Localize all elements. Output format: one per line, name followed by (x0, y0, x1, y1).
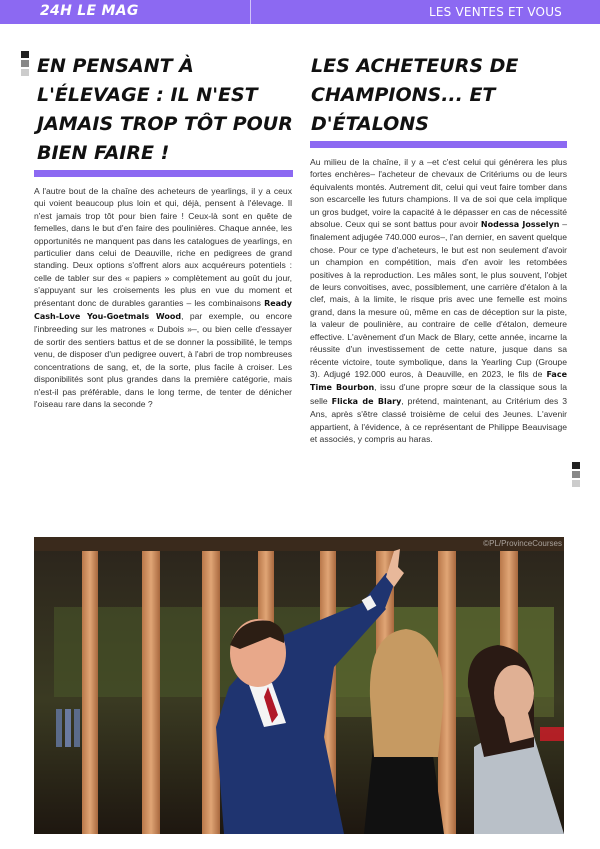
left-article-body: A l'autre bout de la chaîne des acheteurs de yearlings, il y a ceux qui voient beaucoup plus loin et qui, déjà, pensent à l'élevage. Il n'est jamais trop tôt pour bien faire ! Ceux-là sont en quête de femelles, dans le but d'en faire des poulinières. Chaque année, les opportunités ne manquent pas dans les catalogues de yearlings, en particulier dans celui de Deauville, riche en pedigrees de grand standing. Deux options s'offrent alors aux acquéreurs potentiels : celle de tabler sur des « papiers » complètement au goût du jour, s'appuyant sur les croisements les plus en vue du moment et présentant donc de durables garanties – les combinaisons Ready Cash-Love You-Goetmals Wood, par exemple, ou encore l'inbreeding sur les matrones « Dubois »–, ou bien celle d'essayer de sortir des sentiers battus et de se donner la possibilité, le temps venu, de disposer d'un pedigree ouvert, à l'abri de trop nombreuses concentrations de sang, et, de la sorte, plus facile à croiser. Les disponibilités sont plus grandes dans la première catégorie, mais n'est-il pas préférable, dans le long terme, de tenter de dénicher l'oiseau rare dans la seconde ? (34, 186, 292, 409)
photo-credit: ©PL/ProvinceCourses (483, 539, 562, 548)
magazine-header-bar (0, 0, 600, 24)
left-title-rule (34, 170, 293, 177)
bold-horse-names: Ready Cash-Love You-Goetmals Wood (34, 298, 292, 322)
header-divider (250, 0, 251, 24)
right-title-rule (310, 141, 567, 148)
bold-horse-name-1: Nodessa Josselyn (480, 220, 560, 230)
left-article-title: EN PENSANT À L'ÉLEVAGE : IL N'EST JAMAIS TROP TÔT POUR BIEN FAIRE ! (37, 55, 293, 164)
auction-photo (34, 537, 564, 834)
section-name: LES VENTES ET VOUS (429, 5, 562, 19)
right-article-title: LES ACHETEURS DE CHAMPIONS... ET D'ÉTALONS (311, 55, 519, 135)
bold-horse-name-3: Flicka de Blary (331, 396, 402, 406)
decor-squares-icon (21, 51, 29, 78)
magazine-name: 24H LE MAG (40, 3, 139, 19)
bold-horse-name-2: Face Time Bourbon (310, 369, 567, 393)
decor-squares-right-icon (572, 462, 580, 489)
auction-photo-illustration (34, 537, 564, 834)
right-article-body: Au milieu de la chaîne, il y a –et c'est celui qui générera les plus fortes enchères– l'acheteur de chevaux de Critériums ou de leurs équivalents montés. Autrement dit, celui qui veut faire tomber dans son escarcelle les futurs champions. Il va de soi que cela implique un gros budget, voire la capacité à le dépasser en cas de nécessité absolue. Ceux qui se sont battus pour avoir Nodessa Josselyn –finalement adjugée 740.000 euros–, l'an dernier, en savent quelque chose. Pour ce type d'acheteurs, le but est non seulement d'avoir un champion en compétition, mais d'en avoir les retombées positives à la reproduction. Les mâles sont, le plus souvent, l'objet de leurs convoitises, avec, possiblement, une carrière d'étalon à la clef, mais, à la limite, le risque pris avec une femelle est moins grand, dans la mesure où, même en cas de déception sur la piste, la valeur de poulinière, au contraire de celle d'étalon, demeure effective. L'avènement d'un Mack de Blary, cette année, incarne la réussite d'un investissement de cette nature, jusque dans sa récente victoire, toute symbolique, dans la Yearling Cup (Groupe 3). Adjugé 192.000 euros, à Deauville, en 2023, le fils de Face Time Bourbon, issu d'une propre sœur de la classique sous la selle Flicka de Blary, prétend, maintenant, au Critérium des 3 Ans, après s'être classé troisième de celui des Jeunes. L'avenir appartient, à l'évidence, à ce représentant de Philippe Beauvisage et associés, y compris au haras. (310, 157, 568, 444)
